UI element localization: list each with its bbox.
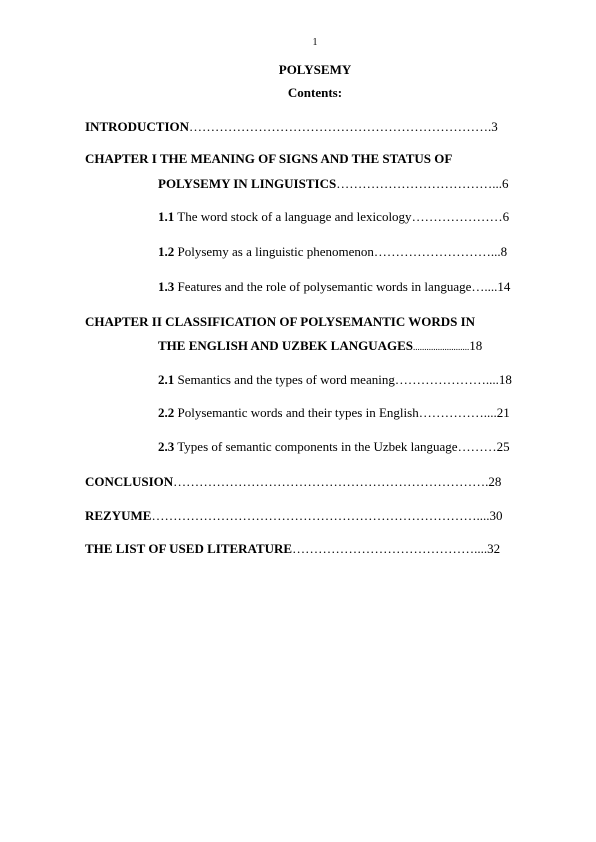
- toc-entry-conclusion[interactable]: [85, 474, 501, 490]
- toc-page-number: 3: [491, 119, 498, 134]
- toc-page-number: 25: [496, 439, 510, 454]
- contents-heading: Contents:: [287, 85, 343, 100]
- section-title: Features and the role of polysemantic words in language: [174, 279, 472, 294]
- toc-chapter-title-line2: THE ENGLISH AND UZBEK LANGUAGES: [158, 338, 414, 353]
- toc-section-1-1[interactable]: [158, 209, 509, 225]
- leader-dots: …………………………………………………………………....: [151, 508, 490, 523]
- section-title: Types of semantic components in the Uzbek language: [174, 439, 458, 454]
- toc-page-number: 6: [501, 176, 509, 191]
- section-number: 1.2: [158, 244, 175, 259]
- toc-chapter-title-line2: POLYSEMY IN LINGUISTICS: [158, 176, 337, 191]
- section-title: Polysemantic words and their types in English: [174, 405, 419, 420]
- section-number: 1.1: [158, 209, 175, 224]
- leader-dots: ……………....: [418, 405, 497, 420]
- toc-entry-literature[interactable]: [85, 541, 500, 557]
- toc-section-2-2[interactable]: [158, 405, 510, 421]
- toc-section-1-2[interactable]: [158, 244, 507, 260]
- leader-dots: …………………....: [394, 372, 499, 387]
- leader-dots: …....: [471, 279, 498, 294]
- toc-entry-introduction[interactable]: [85, 119, 498, 135]
- leader-dots: ………………………...: [373, 244, 501, 259]
- toc-page-number: 6: [502, 209, 510, 224]
- leader-dots: …………………: [411, 209, 503, 224]
- leader-dots: ……………………………………………………………….: [173, 474, 489, 489]
- toc-page-number: 32: [487, 541, 501, 556]
- toc-page-number: 28: [488, 474, 502, 489]
- toc-page-number: 14: [497, 279, 511, 294]
- toc-chapter-2-heading[interactable]: [85, 314, 475, 330]
- toc-entry-rezyume[interactable]: [85, 508, 502, 524]
- leader-dots: ………………………………...: [336, 176, 502, 191]
- leader-dots: .........................: [413, 342, 470, 352]
- page-number: 1: [312, 37, 318, 48]
- toc-entry-title: REZYUME: [85, 508, 152, 523]
- section-number: 1.3: [158, 279, 175, 294]
- toc-page-number: 30: [489, 508, 503, 523]
- section-number: 2.2: [158, 405, 175, 420]
- section-title: Polysemy as a linguistic phenomenon: [174, 244, 374, 259]
- section-title: Semantics and the types of word meaning: [174, 372, 395, 387]
- section-title: The word stock of a language and lexicology: [174, 209, 412, 224]
- toc-entry-title: INTRODUCTION: [85, 119, 190, 134]
- toc-entry-title: THE LIST OF USED LITERATURE: [85, 541, 293, 556]
- section-number: 2.3: [158, 439, 175, 454]
- toc-chapter-title-line1: CHAPTER I THE MEANING OF SIGNS AND THE STATUS OF: [85, 151, 453, 166]
- toc-chapter-1-heading[interactable]: [85, 151, 452, 167]
- toc-page-number: 8: [500, 244, 508, 259]
- toc-section-2-3[interactable]: [158, 439, 510, 455]
- toc-page-number: 18: [498, 372, 512, 387]
- toc-page-number: 18: [469, 338, 483, 353]
- document-title: POLYSEMY: [278, 62, 352, 77]
- toc-chapter-title-line1: CHAPTER II CLASSIFICATION OF POLYSEMANTIC WORDS IN: [85, 314, 476, 329]
- section-number: 2.1: [158, 372, 175, 387]
- toc-section-2-1[interactable]: [158, 372, 512, 388]
- toc-page-number: 21: [496, 405, 510, 420]
- toc-chapter-1-heading-cont[interactable]: [158, 176, 508, 192]
- toc-chapter-2-heading-cont[interactable]: [158, 338, 482, 355]
- leader-dots: ………: [457, 439, 497, 454]
- toc-entry-title: CONCLUSION: [85, 474, 174, 489]
- toc-section-1-3[interactable]: [158, 279, 510, 295]
- leader-dots: ……………………………………....: [292, 541, 488, 556]
- leader-dots: …………………………………………………………….: [189, 119, 492, 134]
